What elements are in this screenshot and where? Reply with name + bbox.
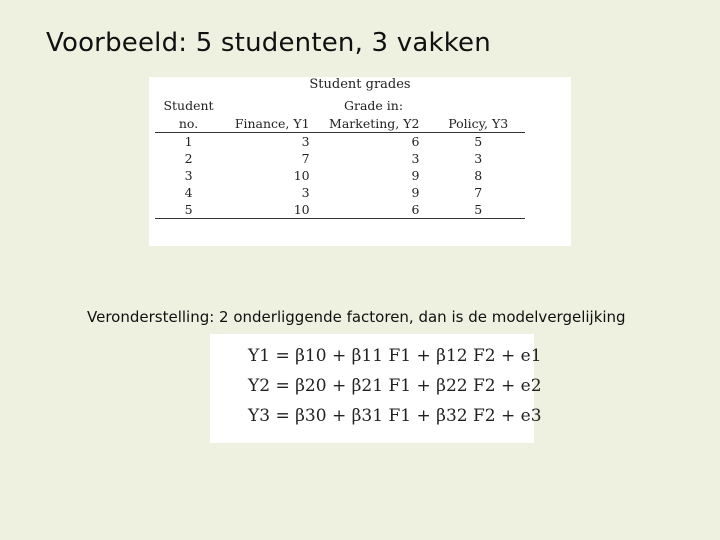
table-cell: 5: [155, 201, 222, 219]
header-no: no.: [155, 115, 222, 133]
table-cell: 2: [184, 151, 193, 166]
student-grades-table-image: [149, 77, 571, 246]
table-cell: 7: [474, 185, 483, 200]
grades-table: [155, 97, 525, 219]
slide-title: Voorbeeld: 5 studenten, 3 vakken: [46, 28, 491, 58]
header-grade-in: Grade in:: [344, 98, 404, 113]
table-caption: Student grades: [309, 77, 411, 92]
table-header-row: [155, 97, 525, 115]
table-cell: 6: [411, 134, 420, 149]
table-row: [155, 184, 525, 201]
header-marketing: Marketing, Y2: [316, 115, 432, 133]
table-cell: 4: [184, 185, 193, 200]
assumption-text: Veronderstelling: 2 onderliggende factoren, dan is de modelvergelijking: [87, 308, 626, 326]
model-equations-image: [210, 334, 542, 443]
table-cell: 1: [184, 134, 193, 149]
equation-line: Y1 = β10 + β11 F1 + β12 F2 + e1: [248, 346, 542, 366]
table-cell: 5: [474, 134, 483, 149]
table-cell: 5: [431, 201, 525, 219]
table-cell: 10: [222, 201, 316, 219]
equation-line: Y2 = β20 + β21 F1 + β22 F2 + e2: [248, 376, 542, 396]
table-cell: 10: [293, 168, 310, 183]
table-cell: 8: [474, 168, 483, 183]
table-cell: 6: [316, 201, 432, 219]
table-cell: 7: [301, 151, 310, 166]
table-cell: 3: [474, 151, 483, 166]
table-subheader-row: [155, 115, 525, 133]
equation-line: Y3 = β30 + β31 F1 + β32 F2 + e3: [248, 406, 542, 426]
table-row: [155, 201, 525, 219]
table-cell: 3: [184, 168, 193, 183]
table-row: [155, 150, 525, 167]
table-cell: 3: [301, 185, 310, 200]
table-row: [155, 133, 525, 151]
header-student: Student: [163, 98, 214, 113]
header-finance: Finance, Y1: [222, 115, 316, 133]
table-cell: 3: [411, 151, 420, 166]
table-cell: 3: [301, 134, 310, 149]
table-cell: 9: [411, 185, 420, 200]
header-policy: Policy, Y3: [431, 115, 525, 133]
table-row: [155, 167, 525, 184]
table-cell: 9: [411, 168, 420, 183]
